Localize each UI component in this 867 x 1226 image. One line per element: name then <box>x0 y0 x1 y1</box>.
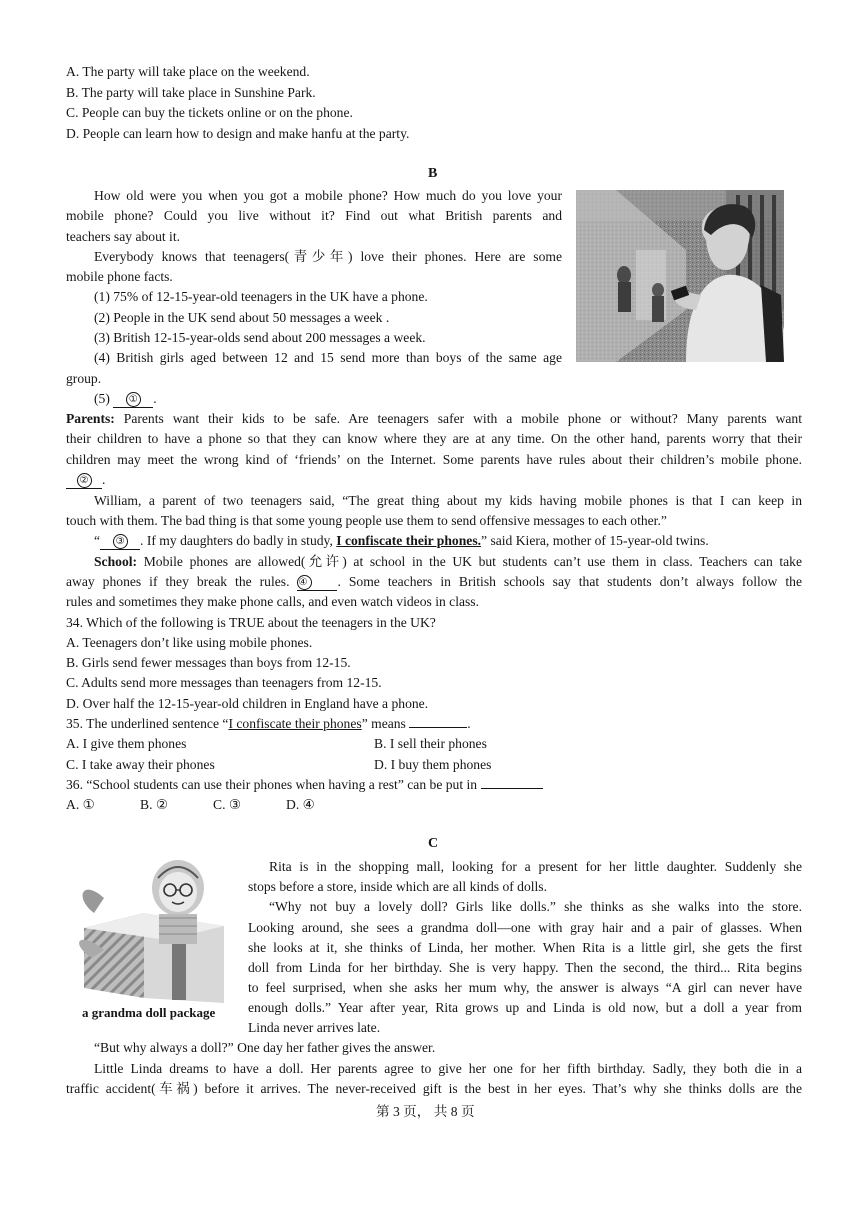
section-b-title: B <box>428 166 438 181</box>
q35-option-b: B. I sell their phones <box>374 736 487 751</box>
image-caption: a grandma doll package <box>82 1005 216 1020</box>
blank-2-line: ② . <box>66 470 105 490</box>
prev-option-b: B. The party will take place in Sunshine Park. <box>66 85 316 100</box>
kiera-quote: “ ③ . If my daughters do badly in study, I confiscate their phones.” said Kiera, mother of 15-year-old twins. <box>94 533 709 548</box>
story-line: Linda never arrives late. <box>248 1020 381 1035</box>
story-line: enough dolls.” Year after year, Rita grows up and Linda is old now, but a doll a year from <box>248 1000 802 1015</box>
william-quote: William, a parent of two teenagers said, “The great thing about my kids having mobile phones is that I can keep in <box>94 493 802 508</box>
underlined-sentence: I confiscate their phones. <box>336 533 482 548</box>
story-line: doll from Linda for her birthday. She is very happy. Then the second, the third... Rita begins <box>248 960 802 975</box>
william-quote: touch with them. The bad thing is that some young people use them to send offensive messages to each other.” <box>66 513 667 528</box>
story-line: stops before a store, inside which are all kinds of dolls. <box>248 879 547 894</box>
story-line: Little Linda dreams to have a doll. Her parents agree to give her one for her fifth birthday. Sadly, they both die in a <box>94 1061 802 1076</box>
answer-blank <box>409 727 467 728</box>
story-line: Looking around, she sees a grandma doll—one with gray hair and a pair of glasses. When <box>248 920 802 935</box>
blank-2: ② <box>66 471 102 489</box>
q35-option-a: A. I give them phones <box>66 736 187 751</box>
section-c-title: C <box>428 836 439 851</box>
facts-intro-line: mobile phone facts. <box>66 269 173 284</box>
parents-text: children may meet the wrong kind of ‘friends’ on the Internet. Some parents have rules about their children’s mobile phone. <box>66 452 802 467</box>
school-line: away phones if they break the rules. ④ . Some teachers in British schools say that students don’t always follow the <box>66 574 802 589</box>
q34-option-c: C. Adults send more messages than teenagers from 12-15. <box>66 675 382 690</box>
q34-option-b: B. Girls send fewer messages than boys from 12-15. <box>66 655 351 670</box>
fact-item: (3) British 12-15-year-olds send about 200 messages a week. <box>94 330 426 345</box>
fact-item: (2) People in the UK send about 50 messages a week . <box>94 310 390 325</box>
q36-option-a: A. ① <box>66 797 95 812</box>
story-line: to feel surprised, when she asks her mum why, the answer is always “A girl can never have <box>248 980 802 995</box>
story-line: she looks at it, she thinks of Linda, her mother. When Rita is a little girl, she gets the first <box>248 940 802 955</box>
answer-blank <box>481 788 543 789</box>
school-label: School: <box>94 554 138 569</box>
school-line: rules and sometimes they make phone calls, and even watch videos in class. <box>66 594 479 609</box>
parents-text: their children to have a phone so that they can know where they are at any time. On the other hand, parents worry that their <box>66 431 802 446</box>
q35-option-c: C. I take away their phones <box>66 757 215 772</box>
story-line: traffic accident(车祸) before it arrives. The never-received gift is the best in her eyes. That’s why she thinks dolls are the <box>66 1081 802 1096</box>
fact5-prefix: (5) <box>94 391 110 406</box>
page-number-footer: 第 3 页， 共 8 页 <box>376 1104 475 1119</box>
fact-item-5: (5) ① . <box>94 391 157 406</box>
q36-option-d: D. ④ <box>286 797 315 812</box>
q35-option-d: D. I buy them phones <box>374 757 492 772</box>
q36-option-b: B. ② <box>140 797 169 812</box>
facts-intro-line: Everybody knows that teenagers(青少年) love their phones. Here are some <box>94 249 562 264</box>
q35-underlined: I confiscate their phones <box>228 716 362 731</box>
question-35: 35. The underlined sentence “I confiscate their phones” means . <box>66 716 471 731</box>
grandma-doll-package-image <box>74 858 242 1006</box>
story-line: Rita is in the shopping mall, looking for a present for her little daughter. Suddenly she <box>269 859 802 874</box>
prev-option-d: D. People can learn how to design and make hanfu at the party. <box>66 126 410 141</box>
intro-line: teachers say about it. <box>66 229 180 244</box>
q36-option-c: C. ③ <box>213 797 242 812</box>
parents-text: Parents want their kids to be safe. Are teenagers safer with a mobile phone or without? Many parents want <box>123 411 802 426</box>
intro-line: mobile phone? Could you live without it? Find out what British parents and <box>66 208 562 223</box>
fact-item-cont: group. <box>66 371 102 386</box>
q34-option-a: A. Teenagers don’t like using mobile phones. <box>66 635 313 650</box>
blank-3: ③ <box>100 532 140 550</box>
intro-line: How old were you when you got a mobile phone? How much do you love your <box>94 188 562 203</box>
question-36: 36. “School students can use their phones when having a rest” can be put in <box>66 775 543 795</box>
question-34: 34. Which of the following is TRUE about the teenagers in the UK? <box>66 615 436 630</box>
fact-item: (1) 75% of 12-15-year-old teenagers in the UK have a phone. <box>94 289 428 304</box>
school-line: School: Mobile phones are allowed(允许) at school in the UK but students can’t use them in class. Teachers can take <box>94 554 803 569</box>
fact-item: (4) British girls aged between 12 and 15 send more than boys of the same age <box>94 350 562 365</box>
prev-option-a: A. The party will take place on the weekend. <box>66 64 310 79</box>
q34-option-d: D. Over half the 12-15-year-old children in England have a phone. <box>66 696 429 711</box>
blank-4: ④ <box>297 573 337 591</box>
story-line: “But why always a doll?” One day her father gives the answer. <box>94 1040 436 1055</box>
parents-label: Parents: <box>66 411 115 426</box>
boy-with-phone-photo <box>576 190 784 362</box>
blank-1: ① <box>113 390 153 408</box>
story-line: “Why not buy a lovely doll? Girls like dolls.” she thinks as she walks into the store. <box>269 899 802 914</box>
prev-option-c: C. People can buy the tickets online or on the phone. <box>66 105 353 120</box>
parents-line <box>66 409 802 429</box>
